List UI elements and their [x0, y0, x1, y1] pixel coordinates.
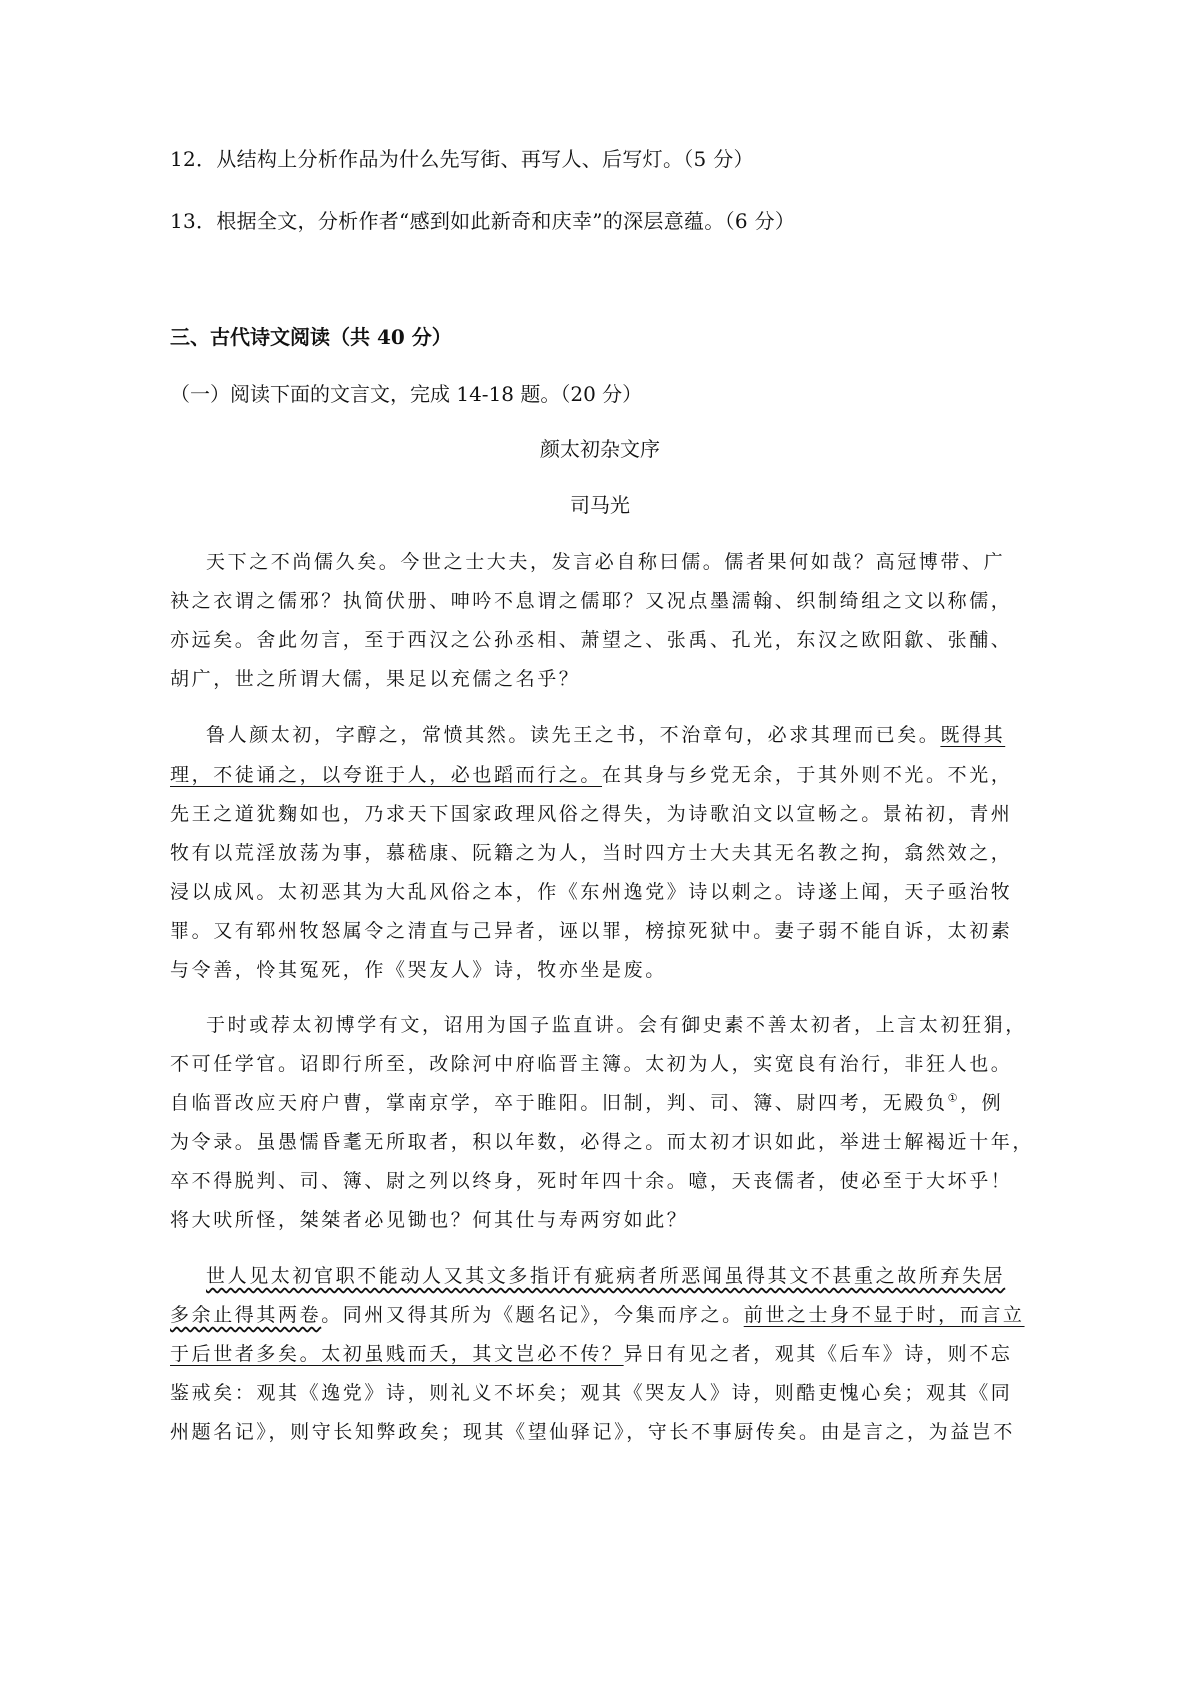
p2-text: 在其身与乡党无余，于其外则不光。不光，: [602, 764, 1013, 786]
underlined-sentence: 既得其: [940, 724, 1006, 746]
p4-line: [170, 1300, 1025, 1327]
section-instruction: （一）阅读下面的文言文，完成 14-18 题。（20 分）: [170, 382, 643, 406]
passage-author: 司马光: [570, 493, 630, 517]
underlined-sentence: 理，不徒诵之，以夸诳于人，必也蹈而行之。: [170, 764, 603, 786]
section-heading: 三、古代诗文阅读（共 40 分）: [170, 325, 452, 349]
p4-line: [170, 1339, 1012, 1366]
p4-line: 州题名记》，则守长知弊政矣；现其《望仙驿记》，守长不事厨传矣。由是言之，为益岂不: [170, 1421, 1016, 1443]
wavy-underlined-passage: 多余止得其两卷: [170, 1304, 322, 1326]
p3-line: 不可任学官。诏即行所至，改除河中府临晋主簿。太初为人，实宽良有治行，非狂人也。: [170, 1053, 1013, 1075]
question-13: 13．根据全文，分析作者“感到如此新奇和庆幸”的深层意蕴。（6 分）: [170, 209, 796, 233]
p4-text: 。同州又得其所为《题名记》，今集而序之。: [321, 1304, 744, 1326]
p1-line: 胡广，世之所谓大儒，果足以充儒之名乎？: [170, 668, 581, 690]
p3-line: 于时或荐太初博学有文，诏用为国子监直讲。会有御史素不善太初者，上言太初狂狷，: [206, 1014, 1027, 1036]
p3-text: 自临晋改应天府户曹，掌南京学，卒于睢阳。旧制，判、司、簿、尉四考，无殿负: [170, 1092, 948, 1114]
underlined-sentence: 于后世者多矣。太初虽贱而夭，其文岂必不传？: [170, 1343, 624, 1365]
p4-line: [206, 1261, 1005, 1288]
p2-line: 先王之道犹麴如也，乃求天下国家政理风俗之得失，为诗歌泊文以宣畅之。景祐初，青州: [170, 803, 1013, 825]
p3-line: 为令录。虽愚懦昏耄无所取者，积以年数，必得之。而太初才识如此，举进士解褐近十年，: [170, 1131, 1035, 1153]
p2-line: 罪。又有郓州牧怒属令之清直与己异者，诬以罪，榜掠死狱中。妻子弱不能自诉，太初素: [170, 920, 1013, 942]
p1-line: 亦远矣。舍此勿言，至于西汉之公孙丞相、萧望之、张禹、孔光，东汉之欧阳歙、张酺、: [170, 629, 1013, 651]
p1-line: 天下之不尚儒久矣。今世之士大夫，发言必自称曰儒。儒者果何如哉？高冠博带、广: [206, 551, 1006, 573]
footnote-marker: ①: [947, 1091, 961, 1105]
p3-line: 卒不得脱判、司、簿、尉之列以终身，死时年四十余。噫，天丧儒者，使必至于大坏乎！: [170, 1170, 1013, 1192]
wavy-underlined-passage: 世人见太初官职不能动人又其文多指讦有疵病者所恶闻虽得其文不甚重之故所弃失居: [206, 1265, 1006, 1287]
question-12: 12．从结构上分析作品为什么先写街、再写人、后写灯。（5 分）: [170, 147, 754, 171]
p2-text: 鲁人颜太初，字醇之，常愤其然。读先王之书，不治章句，必求其理而已矣。: [206, 724, 941, 746]
p2-line: [170, 760, 1012, 787]
p2-line: [206, 720, 1005, 747]
p3-line: 将大吠所怪，桀桀者必见锄也？何其仕与寿两穷如此？: [170, 1209, 689, 1231]
underlined-sentence: 前世之士身不显于时，而言立: [743, 1304, 1025, 1326]
p4-line: 鉴戒矣：观其《逸党》诗，则礼义不坏矣；观其《哭友人》诗，则酷吏愧心矣；观其《同: [170, 1382, 1013, 1404]
p1-line: 袂之衣谓之儒邪？执简伏册、呻吟不息谓之儒耶？又况点墨濡翰、织制绮组之文以称儒，: [170, 590, 1013, 612]
p2-line: 浸以成风。太初恶其为大乱风俗之本，作《东州逸党》诗以刺之。诗遂上闻，天子亟治牧: [170, 881, 1013, 903]
passage-title: 颜太初杂文序: [540, 437, 660, 461]
p3-text: ，例: [960, 1092, 1004, 1114]
p2-line: 牧有以荒淫放荡为事，慕嵇康、阮籍之为人，当时四方士大夫其无名教之拘，翕然效之，: [170, 842, 1013, 864]
p4-text: 异日有见之者，观其《后车》诗，则不忘: [623, 1343, 1013, 1365]
p2-line: 与令善，怜其冤死，作《哭友人》诗，牧亦坐是废。: [170, 959, 667, 981]
p3-line: [170, 1088, 1003, 1115]
